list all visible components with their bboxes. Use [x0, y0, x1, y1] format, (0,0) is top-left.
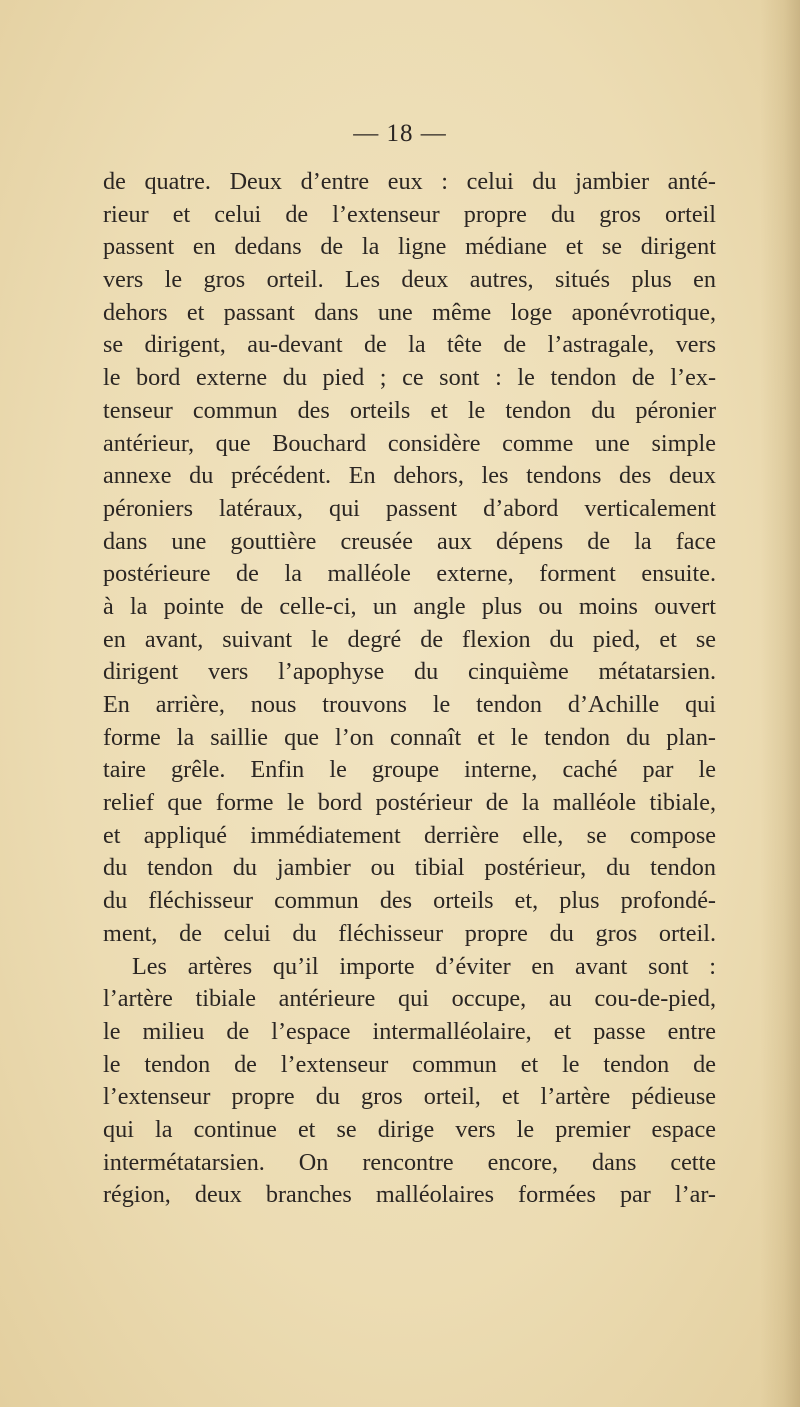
text-line: en avant, suivant le degré de flexion du pied, et se: [103, 625, 716, 653]
text-line: du fléchisseur commun des orteils et, plus profondé-: [103, 887, 716, 915]
text-line: péroniers latéraux, qui passent d’abord verticalement: [103, 494, 716, 522]
text-line: du tendon du jambier ou tibial postérieur, du tendon: [103, 854, 716, 882]
text-line: rieur et celui de l’extenseur propre du gros orteil: [103, 200, 716, 228]
text-line: intermétatarsien. On rencontre encore, dans cette: [103, 1148, 716, 1176]
text-line: le tendon de l’extenseur commun et le tendon de: [103, 1050, 716, 1078]
page-number: — 18 —: [353, 120, 447, 147]
text-line: de quatre. Deux d’entre eux : celui du jambier anté-: [103, 168, 716, 195]
text-line: antérieur, que Bouchard considère comme une simple: [103, 429, 716, 457]
text-line: taire grêle. Enfin le groupe interne, caché par le: [103, 756, 716, 784]
text-line: postérieure de la malléole externe, forment ensuite.: [103, 560, 716, 588]
text-line: Les artères qu’il importe d’éviter en avant sont :: [132, 952, 716, 980]
text-line: forme la saillie que l’on connaît et le tendon du plan-: [103, 723, 716, 751]
text-line: le bord externe du pied ; ce sont : le tendon de l’ex-: [103, 364, 716, 392]
text-line: ment, de celui du fléchisseur propre du gros orteil.: [103, 919, 716, 947]
text-line: tenseur commun des orteils et le tendon du péronier: [103, 396, 716, 424]
text-line: annexe du précédent. En dehors, les tendons des deux: [103, 462, 716, 490]
text-line: région, deux branches malléolaires formées par l’ar-: [103, 1181, 716, 1209]
text-line: dehors et passant dans une même loge aponévrotique,: [103, 298, 716, 326]
text-line: qui la continue et se dirige vers le premier espace: [103, 1115, 716, 1143]
text-line: l’artère tibiale antérieure qui occupe, au cou-de-pied,: [103, 985, 716, 1013]
page-edge-shadow: [760, 0, 800, 1407]
text-line: se dirigent, au-devant de la tête de l’astragale, vers: [103, 331, 716, 359]
text-line: En arrière, nous trouvons le tendon d’Achille qui: [103, 691, 716, 718]
text-line: le milieu de l’espace intermalléolaire, et passe entre: [103, 1017, 716, 1045]
text-line: passent en dedans de la ligne médiane et se dirigent: [103, 233, 716, 261]
text-line: à la pointe de celle-ci, un angle plus ou moins ouvert: [103, 592, 716, 620]
text-line: l’extenseur propre du gros orteil, et l’artère pédieuse: [103, 1083, 716, 1111]
body-text: [103, 166, 716, 1212]
text-line: relief que forme le bord postérieur de la malléole tibiale,: [103, 789, 716, 817]
text-line: vers le gros orteil. Les deux autres, situés plus en: [103, 266, 716, 294]
text-line: dans une gouttière creusée aux dépens de la face: [103, 527, 716, 555]
text-line: et appliqué immédiatement derrière elle, se compose: [103, 821, 716, 849]
text-line: dirigent vers l’apophyse du cinquième métatarsien.: [103, 658, 716, 686]
